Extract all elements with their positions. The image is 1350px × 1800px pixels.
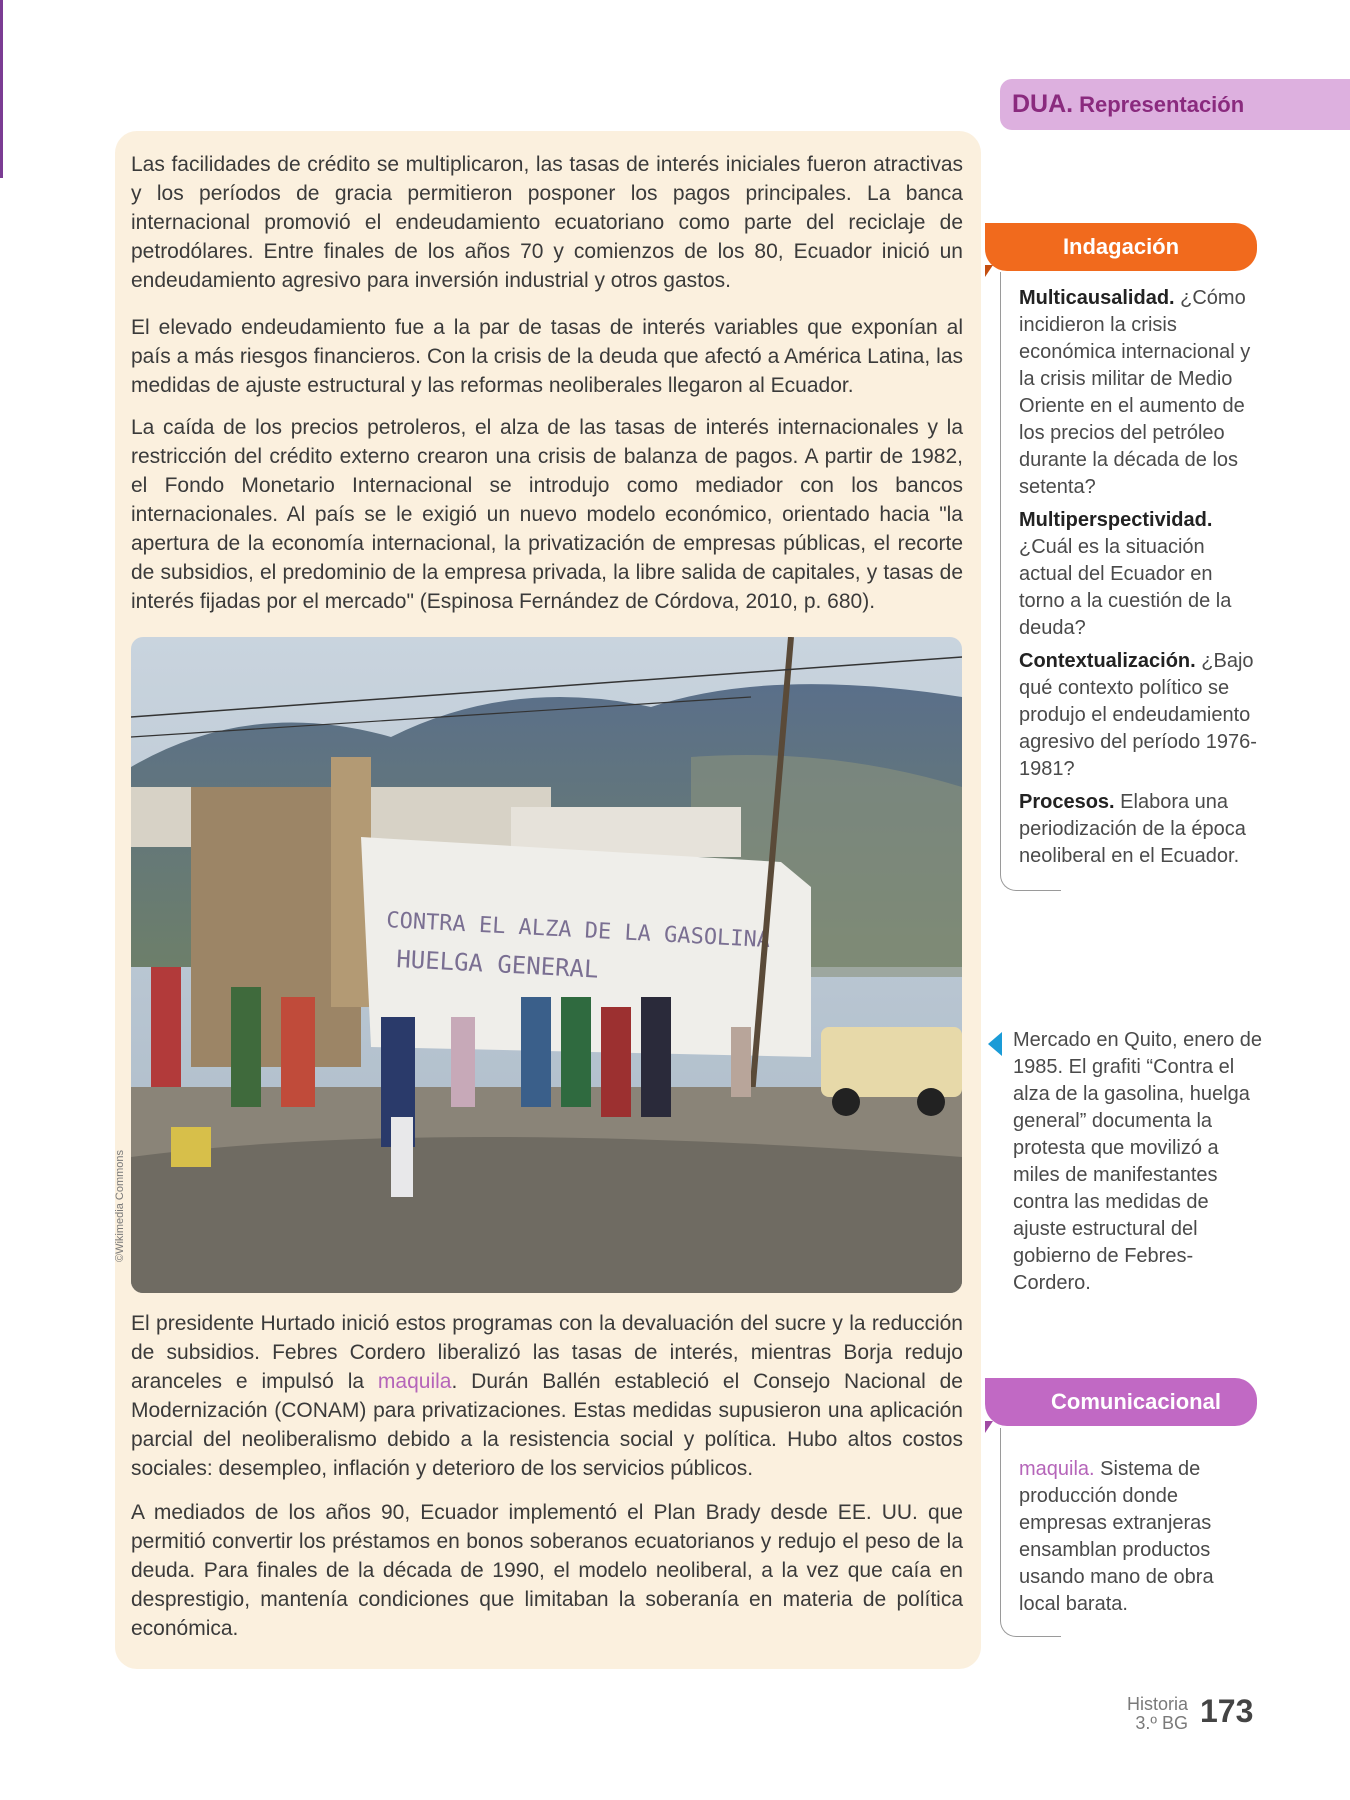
indagacion-tab [985, 223, 1257, 271]
photo-credit: ©Wikimedia Commons [114, 1149, 126, 1262]
glossary-text: Sistema de producción donde empresas extranjeras ensamblan productos usando mano de obra local barata. [1019, 1458, 1214, 1615]
indagacion-question: ¿Cuál es la situación actual del Ecuador en torno a la cuestión de la deuda? [1019, 536, 1232, 639]
p4-text-after: . Durán Ballén estableció el Consejo Nacional de Modernización (CONAM) para privatizaciones. Estas medidas supusieron una aplicación parcial del neoliberalismo debido a la resistencia social y política. Hubo altos costos sociales: desempleo, inflación y deterioro de los servicios públicos. [131, 1370, 963, 1480]
footer-grade: 3.º BG [1135, 1713, 1188, 1733]
dua-header [1000, 79, 1350, 130]
footer-subject-name: Historia [1126, 1694, 1188, 1714]
comunicacional-tab-fold [985, 1421, 993, 1433]
indagacion-question: Elabora una periodización de la época neoliberal en el Ecuador. [1019, 791, 1246, 867]
dua-title: Representación [1079, 91, 1245, 117]
paragraph-crisis: La caída de los precios petroleros, el alza de las tasas de interés internacionales y la restricción del crédito externo crearon una crisis de balanza de pagos. A partir de 1982, el Fondo Monetario Internacional se introdujo como mediador con los bancos internacionales. Al país se le exigió un nuevo modelo económico, orientado hacia "la apertura de la economía internacional, la privatización de empresas públicas, el recorte de subsidios, el predominio de la empresa privada, la libre salida de capitales, y tasas de interés fijadas por el mercado" (Espinosa Fernández de Córdova, 2010, p. 680). [131, 416, 963, 613]
market-photo [131, 637, 962, 1293]
indagacion-tab-fold [985, 265, 993, 277]
graffiti-line-2: HUELGA GENERAL [395, 945, 600, 984]
page-number: 173 [1200, 1693, 1254, 1729]
paragraph-brady: A mediados de los años 90, Ecuador implementó el Plan Brady desde EE. UU. que permitió convertir los préstamos en bonos soberanos ecuatorianos y redujo el peso de la deuda. Para finales de la década de 1990, el modelo neoliberal, a la vez que caía en desprestigio, mantenía condiciones que limitaban la soberanía en materia de política económica. [131, 1501, 963, 1640]
glossary-definition [1019, 1456, 1259, 1618]
indagacion-item [1019, 285, 1259, 501]
paragraph-debt: El elevado endeudamiento fue a la par de tasas de interés variables que exponían al país a más riesgos financieros. Con la crisis de la deuda que afectó a América Latina, las medidas de ajuste estructural y las reformas neoliberales llegaron al Ecuador. [131, 316, 963, 397]
indagacion-item [1019, 789, 1259, 870]
caption-pointer-icon [988, 1032, 1002, 1056]
glossary-entry [1019, 1456, 1259, 1624]
dua-label: DUA. [1012, 90, 1074, 118]
indagacion-term: Multiperspectividad. [1019, 509, 1213, 531]
p4-text-before: El presidente Hurtado inició estos programas con la devaluación del sucre y la reducción de subsidios. Febres Cordero liberalizó las tasas de interés, mientras Borja redujo aranceles e impulsó la [131, 1312, 963, 1393]
photo-caption: Mercado en Quito, enero de 1985. El grafiti “Contra el alza de la gasolina, huelga general” documenta la protesta que movilizó a miles de manifestantes contra las medidas de ajuste estructural del gobierno de Febres-Cordero. [1013, 1029, 1263, 1294]
indagacion-question: ¿Bajo qué contexto político se produjo el endeudamiento agresivo del período 1976-1981? [1019, 650, 1257, 780]
graffiti-line-1: CONTRA EL ALZA DE LA GASOLINA [385, 908, 771, 954]
indagacion-term: Multicausalidad. [1019, 287, 1175, 309]
footer-subject [1100, 1695, 1188, 1733]
indagacion-list [1019, 285, 1259, 876]
indagacion-term: Procesos. [1019, 791, 1115, 813]
indagacion-question: ¿Cómo incidieron la crisis económica internacional y la crisis militar de Medio Oriente en el aumento de los precios del petróleo durante la década de los setenta? [1019, 287, 1251, 498]
indagacion-item [1019, 648, 1259, 783]
glossary-term: maquila. [1019, 1458, 1095, 1480]
maquila-link[interactable]: maquila [377, 1370, 452, 1393]
indagacion-term: Contextualización. [1019, 650, 1196, 672]
indagacion-title: Indagación [1062, 234, 1180, 259]
left-margin-rule [0, 0, 3, 178]
indagacion-item [1019, 507, 1259, 642]
paragraph-presidents [131, 1309, 963, 1483]
comunicacional-title: Comunicacional [1051, 1389, 1221, 1414]
paragraph-credit: Las facilidades de crédito se multiplicaron, las tasas de interés iniciales fueron atractivas y los períodos de gracia permitieron posponer los pagos principales. La banca internacional promovió el endeudamiento ecuatoriano como parte del reciclaje de petrodólares. Entre finales de los años 70 y comienzos de los 80, Ecuador inició un endeudamiento agresivo para inversión industrial y otros gastos. [131, 153, 963, 292]
comunicacional-tab [985, 1378, 1257, 1426]
